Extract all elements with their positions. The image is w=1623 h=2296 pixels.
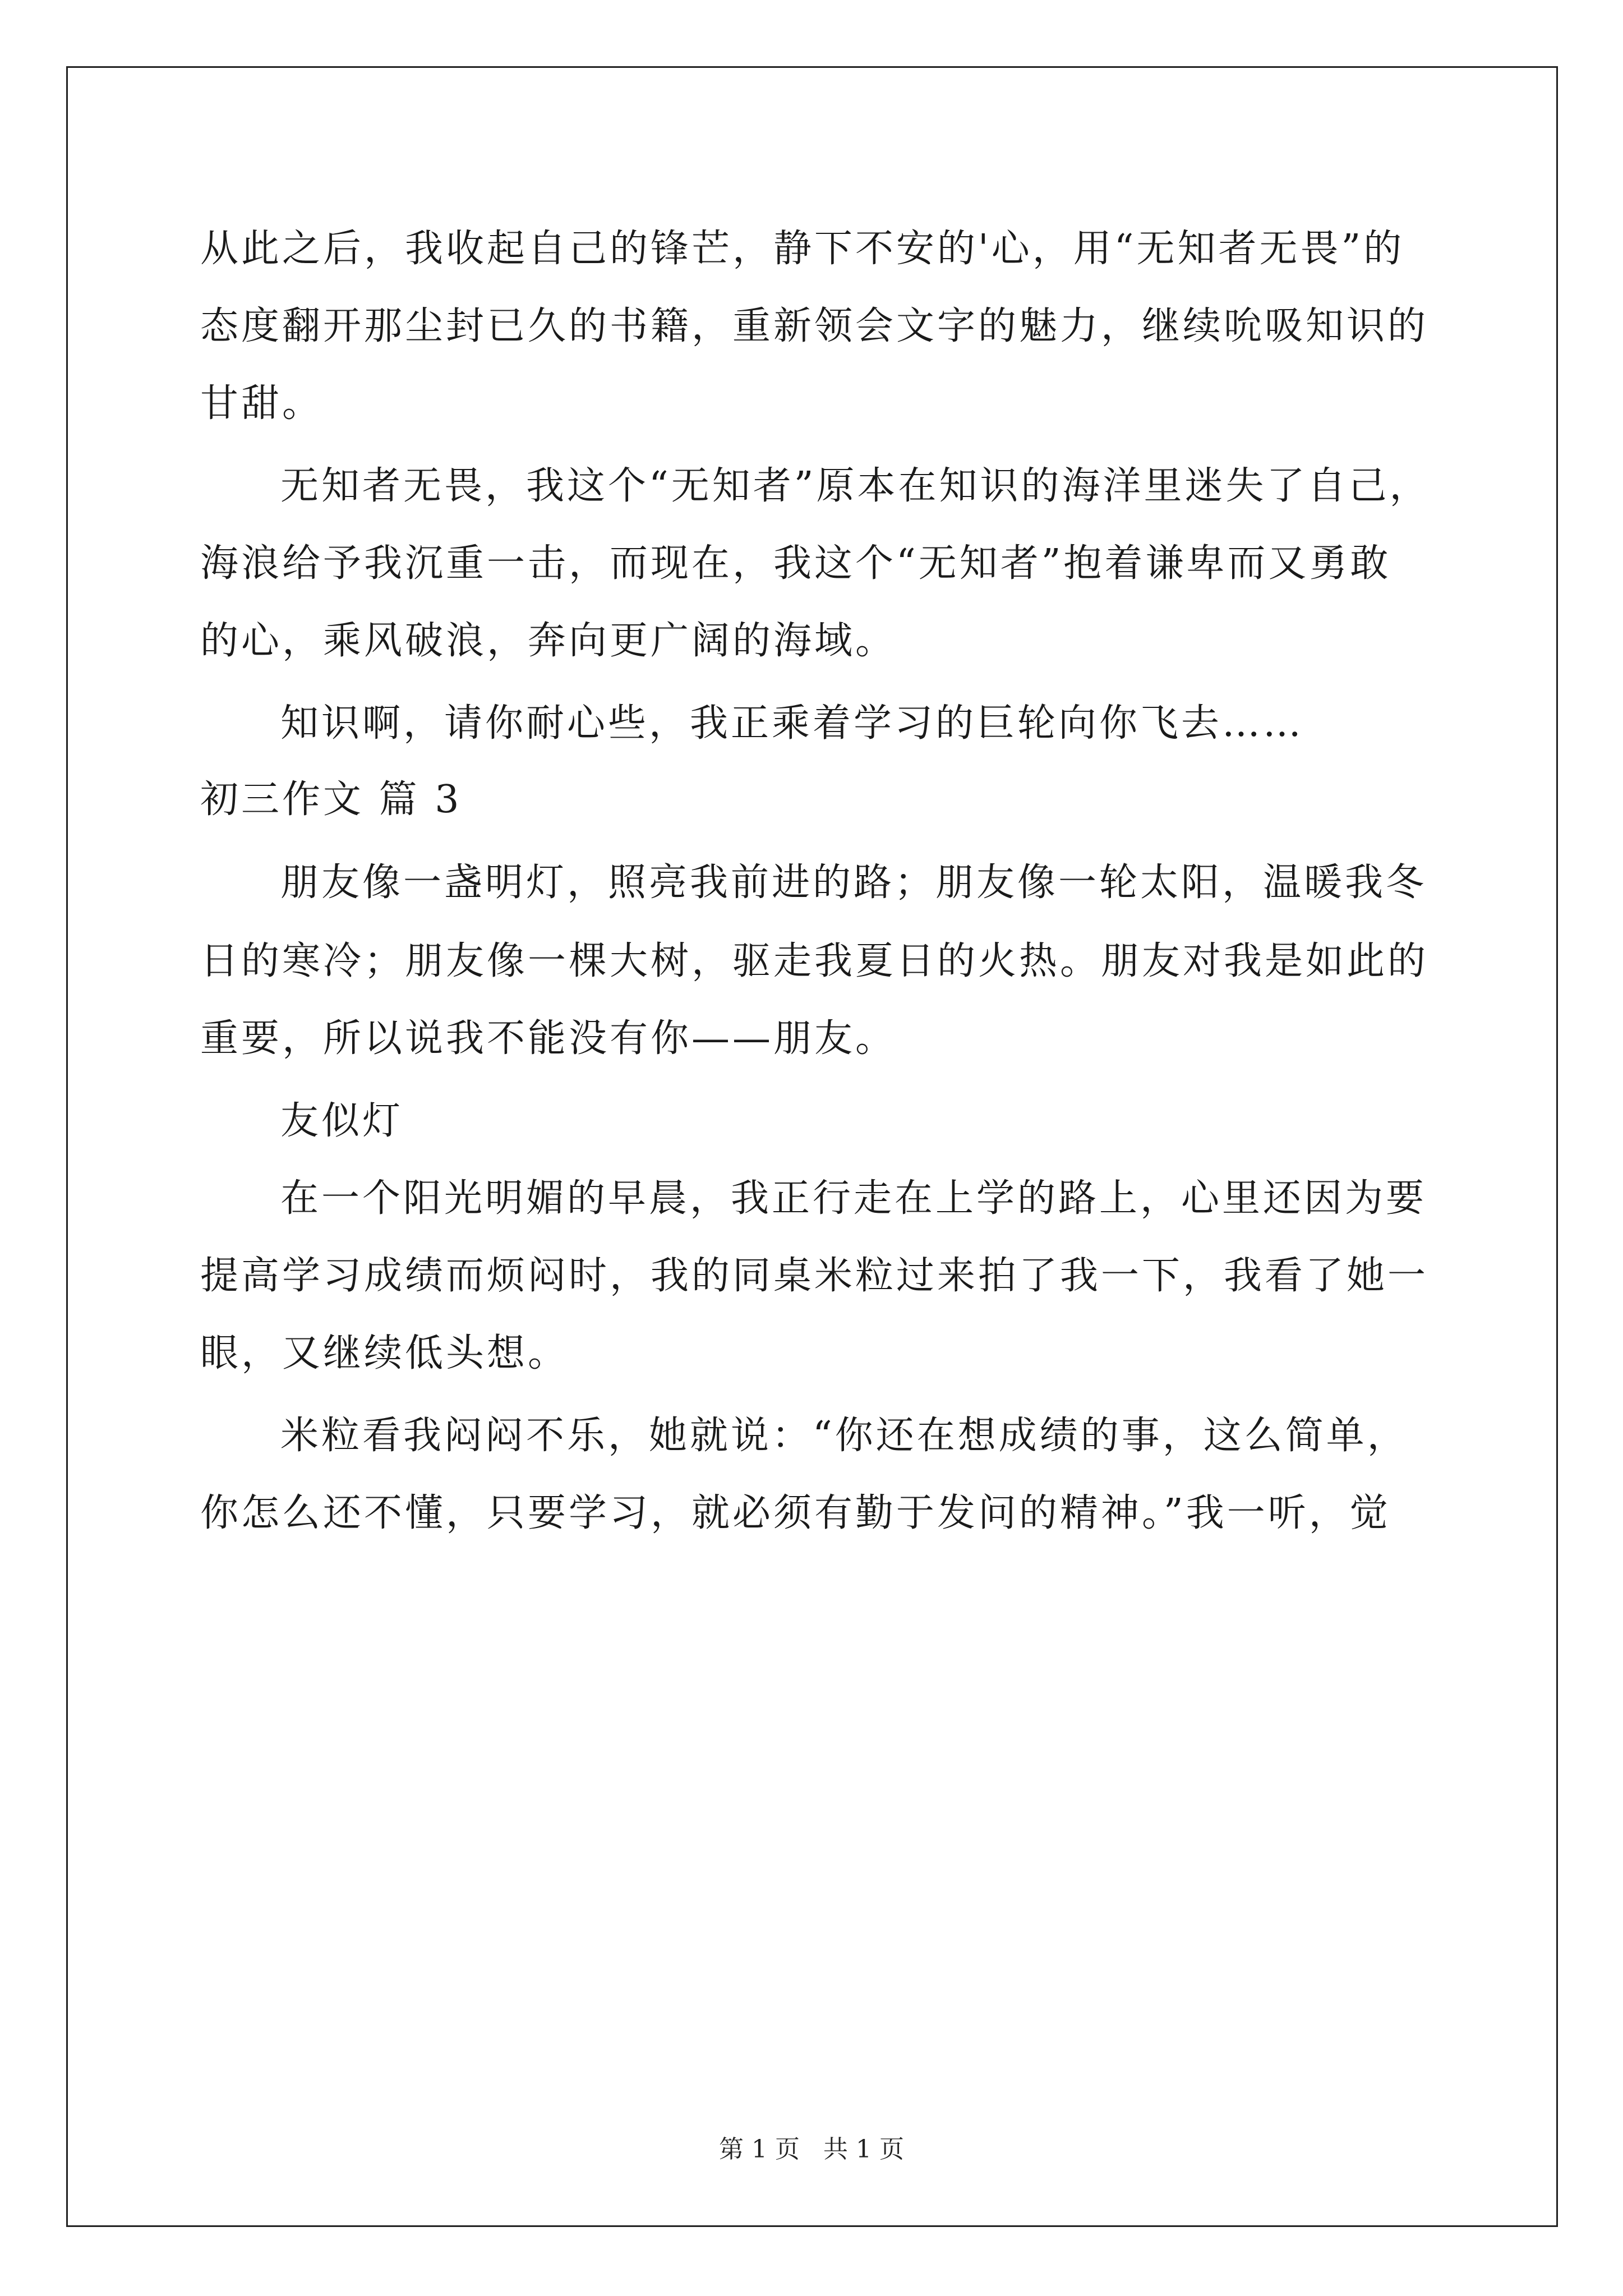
text-line: 从此之后，我收起自己的锋芒，静下不安的'心，用“无知者无畏”的 [200,227,1405,271]
text-line: 你怎么还不懂，只要学习，就必须有勤于发问的精神。”我一听，觉 [200,1491,1391,1535]
text-line: 眼，又继续低头想。 [200,1331,569,1375]
text-line: 态度翻开那尘封已久的书籍，重新领会文字的魅力，继续吮吸知识的 [200,304,1429,348]
text-line: 知识啊，请你耐心些，我正乘着学习的巨轮向你飞去…… [280,701,1304,746]
text-line: 朋友像一盏明灯，照亮我前进的路；朋友像一轮太阳，温暖我冬 [280,861,1427,905]
section-heading: 初三作文 篇 3 [200,777,462,822]
text-line: 重要，所以说我不能没有你——朋友。 [200,1016,897,1061]
text-line: 的心，乘风破浪，奔向更广阔的海域。 [200,619,897,663]
text-line: 海浪给予我沉重一击，而现在，我这个“无知者”抱着谦卑而又勇敢 [200,541,1391,586]
text-line: 日的寒冷；朋友像一棵大树，驱走我夏日的火热。朋友对我是如此的 [200,939,1429,983]
text-line: 提高学习成绩而烦闷时，我的同桌米粒过来拍了我一下，我看了她一 [200,1254,1429,1298]
text-line: 甘甜。 [200,381,324,426]
page-footer: 第 1 页 共 1 页 [719,2135,904,2164]
text-line: 在一个阳光明媚的早晨，我正行走在上学的路上，心里还因为要 [280,1176,1427,1221]
text-line: 无知者无畏，我这个“无知者”原本在知识的海洋里迷失了自己， [280,464,1431,508]
text-line: 友似灯 [280,1099,404,1143]
text-line: 米粒看我闷闷不乐，她就说：“你还在想成绩的事，这么简单， [280,1414,1408,1458]
